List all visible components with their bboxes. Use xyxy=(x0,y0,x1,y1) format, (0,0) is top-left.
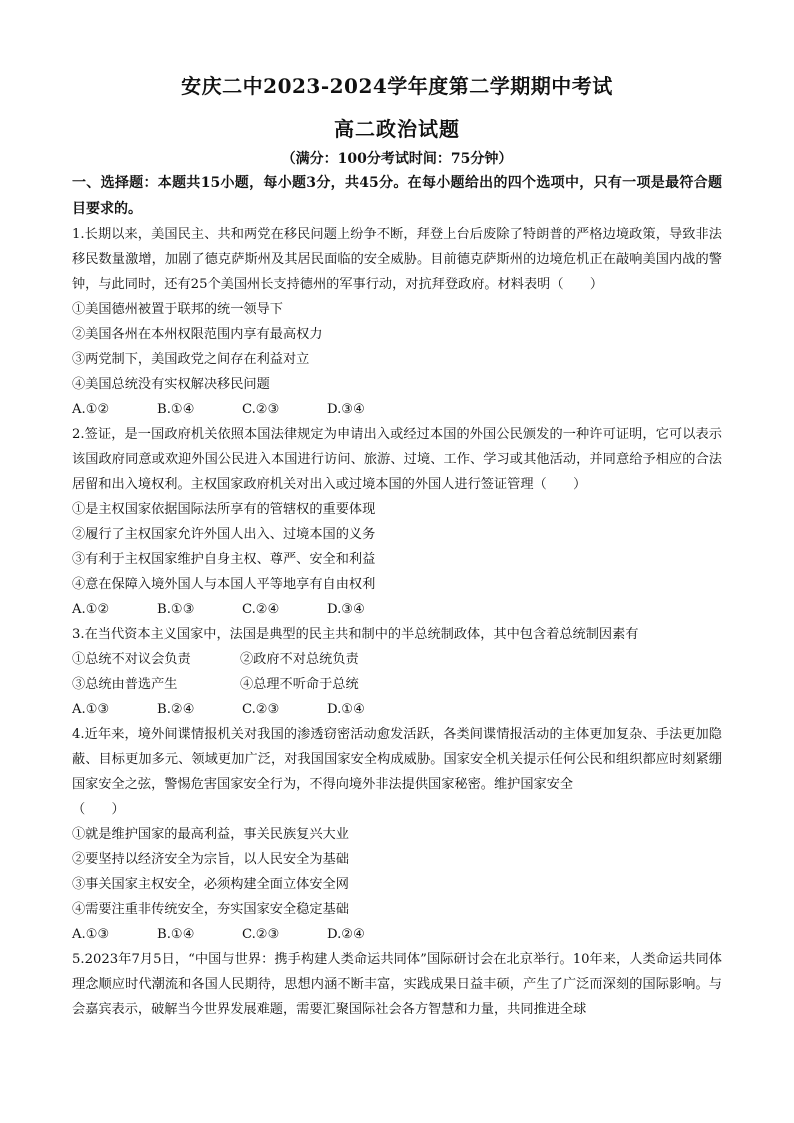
statement-item: ②美国各州在本州权限范围内享有最高权力 xyxy=(72,327,323,342)
statement-item: ②履行了主权国家允许外国人出入、过境本国的义务 xyxy=(72,527,376,542)
question-1 xyxy=(72,222,722,422)
choice-d[interactable]: D.③④ xyxy=(327,602,365,617)
statement-item: ④需要注重非传统安全，夯实国家安全稳定基础 xyxy=(72,902,349,917)
question-4 xyxy=(72,722,722,947)
exam-content xyxy=(72,170,722,1022)
choice-b[interactable]: B.①③ xyxy=(157,602,195,617)
exam-title: 安庆二中2023-2024学年度第二学期期中考试 xyxy=(181,74,613,98)
statement-row xyxy=(72,672,722,697)
statement-item: ④美国总统没有实权解决移民问题 xyxy=(72,377,270,392)
statement-item: ③事关国家主权安全，必须构建全面立体安全网 xyxy=(72,877,349,892)
answer-choices xyxy=(72,697,722,722)
statement-item: ②要坚持以经济安全为宗旨，以人民安全为基础 xyxy=(72,852,349,867)
statement-item: ③两党制下，美国政党之间存在利益对立 xyxy=(72,352,310,367)
statement-item: ③有利于主权国家维护自身主权、尊严、安全和利益 xyxy=(72,552,376,567)
choice-a[interactable]: A.①③ xyxy=(72,927,110,942)
question-stem: 5.2023年7月5日，“中国与世界：携手构建人类命运共同体”国际研讨会在北京举行。10年来，人类命运共同体理念顺应时代潮流和各国人民期待，思想内涵不断丰富，实践成果日益丰硕，产生了广泛而深刻的国际影响。与会嘉宾表示，破解当今世界发展难题，需要汇聚国际社会各方智慧和力量，共同推进全球 xyxy=(72,952,722,1017)
choice-d[interactable]: D.②④ xyxy=(327,927,365,942)
question-stem: 1.长期以来，美国民主、共和两党在移民问题上纷争不断，拜登上台后废除了特朗普的严格边境政策，导致非法移民数量激增，加剧了德克萨斯州及其居民面临的安全威胁。目前德克萨斯州的边境危机正在敲响美国内战的警钟，与此同时，还有25个美国州长支持德州的军事行动，对抗拜登政府。材料表明（ ） xyxy=(72,227,722,292)
choice-c[interactable]: C.②③ xyxy=(242,927,280,942)
question-3 xyxy=(72,622,722,722)
statement-item: ①总统不对议会负责 xyxy=(72,652,191,667)
statement-item: ①就是维护国家的最高利益，事关民族复兴大业 xyxy=(72,827,349,842)
answer-blank: （ ） xyxy=(72,802,125,817)
question-2 xyxy=(72,422,722,622)
answer-choices xyxy=(72,597,722,622)
choice-d[interactable]: D.③④ xyxy=(327,402,365,417)
choice-b[interactable]: B.①④ xyxy=(157,402,195,417)
statement-item: ③总统由普选产生 xyxy=(72,677,178,692)
answer-choices xyxy=(72,922,722,947)
question-stem: 3.在当代资本主义国家中，法国是典型的民主共和制中的半总统制政体，其中包含着总统制因素有 xyxy=(72,627,639,642)
answer-choices xyxy=(72,397,722,422)
choice-a[interactable]: A.①② xyxy=(72,402,110,417)
question-stem: 2.签证，是一国政府机关依照本国法律规定为申请出入或经过本国的外国公民颁发的一种许可证明，它可以表示该国政府同意或欢迎外国公民进入本国进行访问、旅游、过境、工作、学习或其他活动，并同意给予相应的合法居留和出入境权利。主权国家政府机关对出入或过境本国的外国人进行签证管理（ ） xyxy=(72,427,722,492)
statement-row xyxy=(72,647,722,672)
choice-c[interactable]: C.②③ xyxy=(242,402,280,417)
statement-item: ①美国德州被置于联邦的统一领导下 xyxy=(72,302,283,317)
statement-item: ②政府不对总统负责 xyxy=(240,652,359,667)
statement-item: ①是主权国家依据国际法所享有的管辖权的重要体现 xyxy=(72,502,376,517)
choice-b[interactable]: B.②④ xyxy=(157,702,195,717)
choice-a[interactable]: A.①③ xyxy=(72,702,110,717)
section-heading: 一、选择题：本题共15小题，每小题3分，共45分。在每小题给出的四个选项中，只有一项是最符合题目要求的。 xyxy=(72,175,722,217)
question-stem: 4.近年来，境外间谍情报机关对我国的渗透窃密活动愈发活跃，各类间谍情报活动的主体更加复杂、手法更加隐蔽、目标更加多元、领域更加广泛，对我国国家安全构成威胁。国家安全机关提示任何公民和组织都应时刻紧绷国家安全之弦，警惕危害国家安全行为，不得向境外非法提供国家秘密。维护国家安全 xyxy=(72,727,722,792)
question-5 xyxy=(72,947,722,1022)
exam-note: （满分：100分考试时间：75分钟） xyxy=(281,151,513,167)
choice-a[interactable]: A.①② xyxy=(72,602,110,617)
statement-item: ④意在保障入境外国人与本国人平等地享有自由权利 xyxy=(72,577,376,592)
choice-d[interactable]: D.①④ xyxy=(327,702,365,717)
exam-subject: 高二政治试题 xyxy=(334,117,460,141)
choice-b[interactable]: B.①④ xyxy=(157,927,195,942)
choice-c[interactable]: C.②③ xyxy=(242,702,280,717)
statement-item: ④总理不听命于总统 xyxy=(240,677,359,692)
choice-c[interactable]: C.②④ xyxy=(242,602,280,617)
